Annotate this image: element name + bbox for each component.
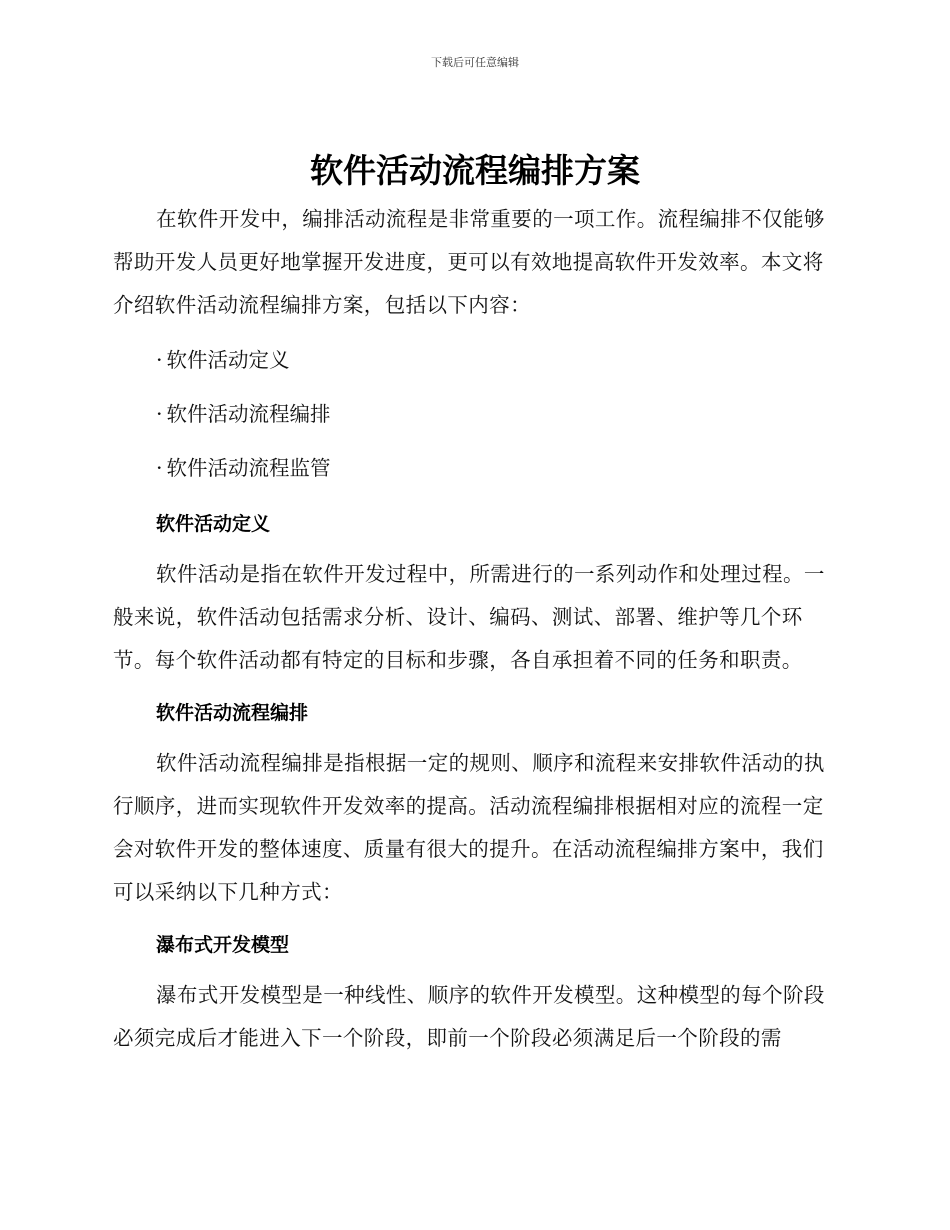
document-body bbox=[113, 198, 833, 1060]
list-item bbox=[113, 441, 833, 495]
section-heading-definition: 软件活动定义 bbox=[156, 513, 271, 535]
document-title: 软件活动流程编排方案 bbox=[310, 151, 640, 190]
topic-list bbox=[113, 333, 833, 495]
section-heading-orchestration: 软件活动流程编排 bbox=[156, 702, 309, 724]
list-item-text: 软件活动流程监管 bbox=[166, 456, 331, 480]
list-item bbox=[113, 333, 833, 387]
header-note: 下载后可任意编辑 bbox=[431, 56, 519, 69]
section-body-orchestration: 软件活动流程编排是指根据一定的规则、顺序和流程来安排软件活动的执行顺序，进而实现软件开发效率的提高。活动流程编排根据相对应的流程一定会对软件开发的整体速度、质量有很大的提升。在活动流程编排方案中，我们可以采纳以下几种方式： bbox=[113, 751, 825, 904]
bullet-icon: · bbox=[156, 456, 163, 480]
section-body-waterfall: 瀑布式开发模型是一种线性、顺序的软件开发模型。这种模型的每个阶段必须完成后才能进入下一个阶段，即前一个阶段必须满足后一个阶段的需 bbox=[113, 983, 825, 1050]
section-body-definition: 软件活动是指在软件开发过程中，所需进行的一系列动作和处理过程。一般来说，软件活动包括需求分析、设计、编码、测试、部署、维护等几个环节。每个软件活动都有特定的目标和步骤，各自承担着不同的任务和职责。 bbox=[113, 562, 825, 672]
intro-paragraph: 在软件开发中，编排活动流程是非常重要的一项工作。流程编排不仅能够帮助开发人员更好地掌握开发进度，更可以有效地提高软件开发效率。本文将介绍软件活动流程编排方案，包括以下内容： bbox=[113, 207, 825, 317]
list-item-text: 软件活动流程编排 bbox=[166, 402, 331, 426]
bullet-icon: · bbox=[156, 402, 163, 426]
list-item-text: 软件活动定义 bbox=[166, 348, 290, 372]
list-item bbox=[113, 387, 833, 441]
bullet-icon: · bbox=[156, 348, 163, 372]
section-heading-waterfall: 瀑布式开发模型 bbox=[156, 934, 290, 956]
